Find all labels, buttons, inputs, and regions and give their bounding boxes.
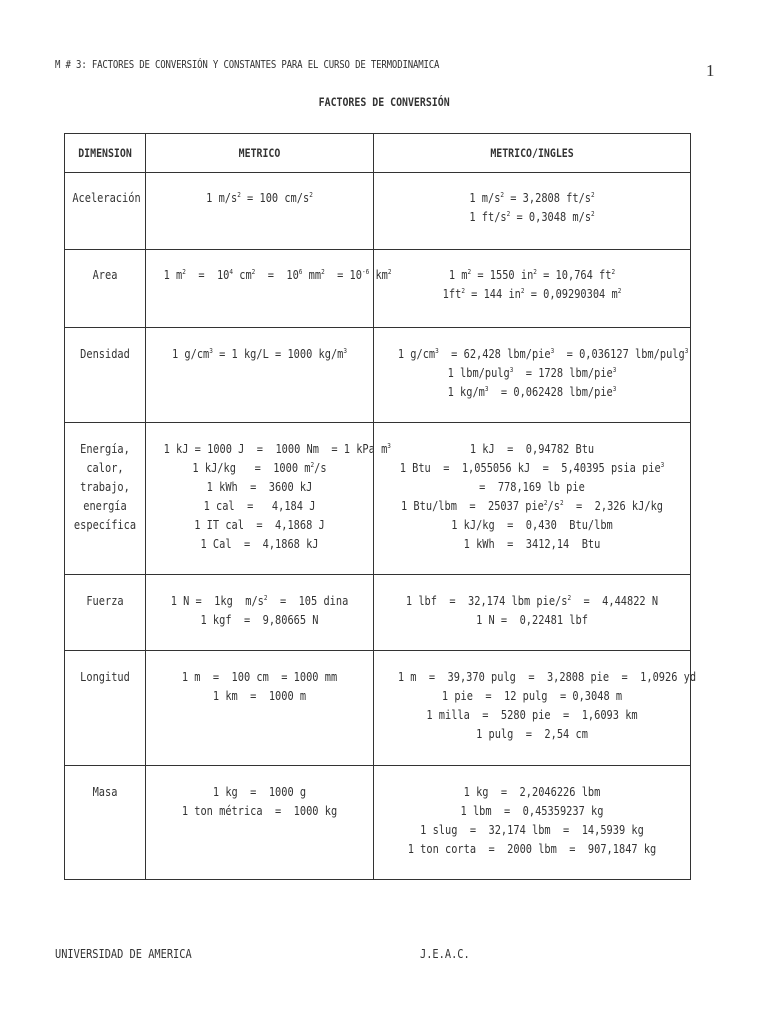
metric-cell-content <box>163 440 391 554</box>
dimension-cell-content <box>72 668 137 687</box>
metric-english-cell-content <box>398 592 666 630</box>
cell-line: 1 pulg = 2,54 cm <box>476 727 588 741</box>
cell-line: 1 kgf = 9,80665 N <box>200 613 319 627</box>
column-header-metric-english-text: METRICO/INGLES <box>490 145 574 160</box>
cell-line: 1 kg = 2,2046226 lbm <box>463 785 601 799</box>
cell-line: 1 lbm/pulg$^3$ = 1728 lbm/pie$^3$ <box>447 366 617 380</box>
cell-line: 1 m = 100 cm = 1000 mm <box>181 670 338 684</box>
cell-line: 1 $m/s^2 = 3,2808$ $ft/s^2$ <box>469 191 595 205</box>
cell-line: 1 kJ = 0,94782 Btu <box>469 442 595 456</box>
table-header-row <box>65 134 691 173</box>
metric-cell-content <box>164 592 356 630</box>
cell-line: Energía, <box>80 442 130 456</box>
cell-line: Area <box>92 268 118 282</box>
cell-line: 1 $kg/m^3 = 0,062428$ lbm/pie$^3$ <box>447 385 617 399</box>
table-body <box>65 173 697 880</box>
metric-english-cell-content <box>398 266 666 304</box>
cell-line: calor, <box>86 461 124 475</box>
dimension-cell-content <box>72 592 137 611</box>
cell-line: 1 N = 0,22481 lbf <box>476 613 588 627</box>
cell-line: Longitud <box>80 670 130 684</box>
cell-line: 1 N = 1kg $m/s^2 = 105$ dina <box>170 594 349 608</box>
cell-line: 1 $ft/s^2 = 0,3048$ $m/s^2$ <box>469 210 595 224</box>
metric-cell <box>146 766 374 880</box>
dimension-cell <box>65 328 146 423</box>
cell-line: 1 m = 39,370 pulg = 3,2808 pie = 1,0926 yd <box>397 670 697 684</box>
metric-english-cell-content <box>397 345 689 402</box>
cell-line: 1 $g/cm^3 = 1$ kg/L = 1000 $kg/m^3$ <box>171 347 348 361</box>
cell-line: 1 Cal = 4,1868 kJ <box>200 537 319 551</box>
footer-university: UNIVERSIDAD DE AMERICA <box>55 947 192 961</box>
cell-line: 1 slug = 32,174 lbm = 14,5939 kg <box>420 823 644 837</box>
cell-line: 1 km = 1000 m <box>212 689 307 703</box>
metric-cell-content <box>164 668 356 706</box>
cell-line: trabajo, <box>80 480 130 494</box>
cell-line: 1 $g/cm^3 = 62,428$ lbm/pie$^3$ = 0,036127 lbm/pulg$^3$ <box>397 347 689 361</box>
metric-english-cell <box>374 423 691 575</box>
cell-line: 1 kWh = 3600 kJ <box>206 480 313 494</box>
metric-english-cell-content <box>398 440 666 554</box>
dimension-cell-content <box>72 783 137 802</box>
metric-english-cell-content <box>398 189 666 227</box>
metric-english-cell <box>374 651 697 766</box>
dimension-cell-content <box>72 345 137 364</box>
metric-cell <box>146 250 392 328</box>
metric-cell-content <box>164 345 356 364</box>
cell-line: 1 kg = 1000 g <box>212 785 307 799</box>
page-number: 1 <box>706 61 715 80</box>
table-row <box>65 423 691 575</box>
metric-english-cell <box>374 766 691 880</box>
column-header-dimension-text: DIMENSION <box>78 145 132 160</box>
cell-line: 1 milla = 5280 pie = 1,6093 km <box>426 708 638 722</box>
metric-cell-content <box>164 189 356 208</box>
metric-english-cell <box>374 328 691 423</box>
metric-english-cell-content <box>398 783 666 859</box>
document-header: M # 3: FACTORES DE CONVERSIÓN Y CONSTANTES PARA EL CURSO DE TERMODINAMICA <box>55 59 440 71</box>
cell-line: 1 cal = 4,184 J <box>203 499 316 513</box>
cell-line: específica <box>73 518 137 532</box>
metric-cell <box>146 173 374 250</box>
metric-cell <box>146 651 374 766</box>
cell-line: 1 kWh = 3412,14 Btu <box>463 537 601 551</box>
cell-line: Densidad <box>80 347 130 361</box>
cell-line: 1 lbf = 32,174 lbm pie/$s^2 = 4,44822$ N <box>405 594 659 608</box>
metric-cell-content <box>163 266 392 285</box>
table-row <box>65 250 691 328</box>
footer-initials: J.E.A.C. <box>420 947 470 961</box>
cell-line: Aceleración <box>72 191 141 205</box>
metric-cell <box>146 423 391 575</box>
cell-line: = 778,169 lb pie <box>479 480 585 494</box>
column-header-metric <box>146 134 374 173</box>
page-title <box>0 95 768 109</box>
cell-line: 1 IT cal = 4,1868 J <box>194 518 325 532</box>
table-row <box>65 651 691 766</box>
metric-cell-content <box>164 783 356 821</box>
dimension-cell <box>65 423 146 575</box>
dimension-cell <box>65 766 146 880</box>
cell-line: energía <box>83 499 127 513</box>
metric-english-cell-content <box>397 668 697 744</box>
cell-line: 1 ton métrica = 1000 kg <box>181 804 338 818</box>
table-row <box>65 766 691 880</box>
metric-english-cell <box>374 575 691 651</box>
cell-line: 1 Btu = 1,055056 kJ = 5,40395 psia pie$^3$ <box>399 461 665 475</box>
dimension-cell-content <box>72 440 137 535</box>
dimension-cell <box>65 173 146 250</box>
cell-line: 1 kJ/kg = 1000 $m^2/s$ <box>192 461 327 475</box>
cell-line: 1 kJ = 1000 J = 1000 Nm = 1 kPa $m^3$ <box>163 442 391 456</box>
column-header-dimension <box>65 134 146 173</box>
cell-line: 1 ton corta = 2000 lbm = 907,1847 kg <box>407 842 657 856</box>
metric-english-cell <box>374 250 691 328</box>
page-title-text: FACTORES DE CONVERSIÓN <box>318 95 450 109</box>
cell-line: 1 $m/s^2 = 100$ $cm/s^2$ <box>206 191 313 205</box>
table-row <box>65 173 691 250</box>
cell-line: Masa <box>92 785 118 799</box>
column-header-metric-text: METRICO <box>238 145 281 160</box>
column-header-metric-english <box>374 134 691 173</box>
metric-cell <box>146 328 374 423</box>
dimension-cell-content <box>72 266 137 285</box>
dimension-cell-content <box>72 189 141 208</box>
metric-cell <box>146 575 374 651</box>
conversion-table <box>64 133 697 880</box>
dimension-cell <box>65 651 146 766</box>
cell-line: 1 $m^2 = 1550$ $in^2 = 10,764$ $ft^2$ <box>448 268 616 282</box>
cell-line: 1 Btu/lbm = 25037 $pie^2/s^2 = 2,326$ kJ/kg <box>400 499 664 513</box>
dimension-cell <box>65 575 146 651</box>
table-row <box>65 575 691 651</box>
cell-line: 1 kJ/kg = 0,430 Btu/lbm <box>451 518 613 532</box>
cell-line: 1 pie = 12 pulg = 0,3048 m <box>441 689 623 703</box>
dimension-cell <box>65 250 146 328</box>
cell-line: $1ft^2 = 144$ $in^2 = 0,09290304$ $m^2$ <box>442 287 622 301</box>
cell-line: 1 lbm = 0,45359237 kg <box>460 804 604 818</box>
table-row <box>65 328 691 423</box>
cell-line: Fuerza <box>86 594 124 608</box>
cell-line: 1 $m^2 = 10^4$ $cm^2 = 10^6$ $mm^2 = 10^{-6}$ $km^2$ <box>163 268 392 282</box>
metric-english-cell <box>374 173 691 250</box>
